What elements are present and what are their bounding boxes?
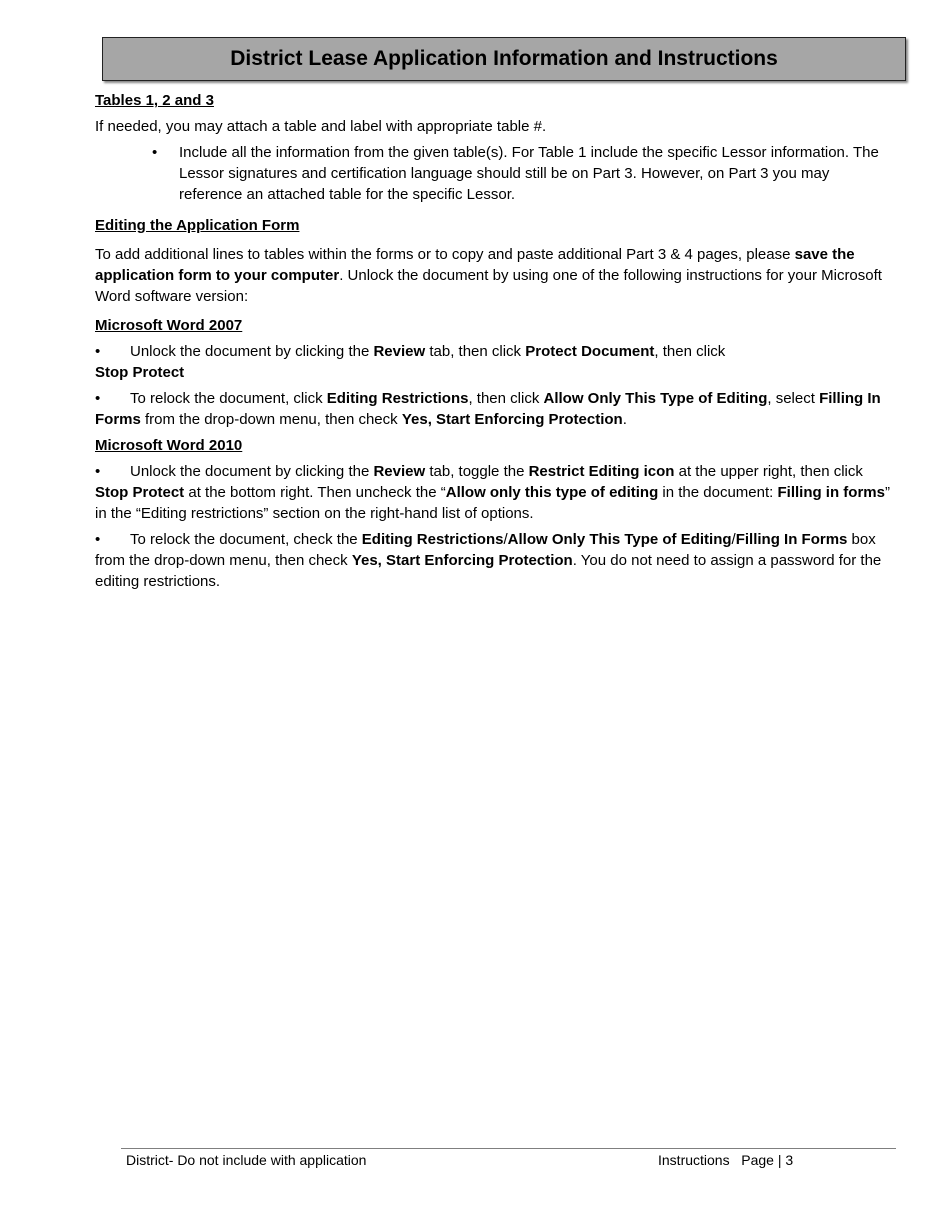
section-heading-editing: Editing the Application Form xyxy=(95,217,300,234)
document-body xyxy=(95,90,890,592)
section-heading-word-2010: Microsoft Word 2010 xyxy=(95,437,243,454)
tables-bullet-list xyxy=(95,142,890,205)
editing-paragraph: To add additional lines to tables within the forms or to copy and paste additional Part 3 & 4 pages, please save the application form to your computer. Unlock the document by using one of the following instructions for your Microsoft Word software version: xyxy=(95,246,882,305)
page-title: District Lease Application Information and Instructions xyxy=(230,47,778,70)
section-heading-word-2007: Microsoft Word 2007 xyxy=(95,317,243,334)
list-item: • Include all the information from the given table(s). For Table 1 include the specific Lessor information. The Lessor signatures and certification language should still be on Part 3. However, on Part 3 you may reference an attached table for the specific Lessor. xyxy=(179,142,890,205)
title-banner xyxy=(102,37,906,81)
footer-page-number: Instructions Page | 3 xyxy=(658,1152,794,1168)
section-heading-tables: Tables 1, 2 and 3 xyxy=(95,92,214,109)
footer-divider xyxy=(121,1148,896,1149)
list-item: • To relock the document, click Editing Restrictions, then click Allow Only This Type of Editing, select Filling In Forms from the drop-down menu, then check Yes, Start Enforcing Protection. xyxy=(95,390,881,428)
list-item: • Unlock the document by clicking the Review tab, then click Protect Document, then click Stop Protect xyxy=(95,343,726,381)
footer-left-text: District- Do not include with application xyxy=(126,1152,367,1168)
list-item: • Unlock the document by clicking the Review tab, toggle the Restrict Editing icon at the upper right, then click Stop Protect at the bottom right. Then uncheck the “Allow only this type of editing in the document: Filling in forms” in the “Editing restrictions” section on the right-hand list of options. xyxy=(95,463,890,522)
tables-intro: If needed, you may attach a table and label with appropriate table #. xyxy=(95,118,547,135)
list-item: • To relock the document, check the Editing Restrictions/Allow Only This Type of Editing/Filling In Forms box from the drop-down menu, then check Yes, Start Enforcing Protection. You do not need to assign a password for the editing restrictions. xyxy=(95,531,882,590)
